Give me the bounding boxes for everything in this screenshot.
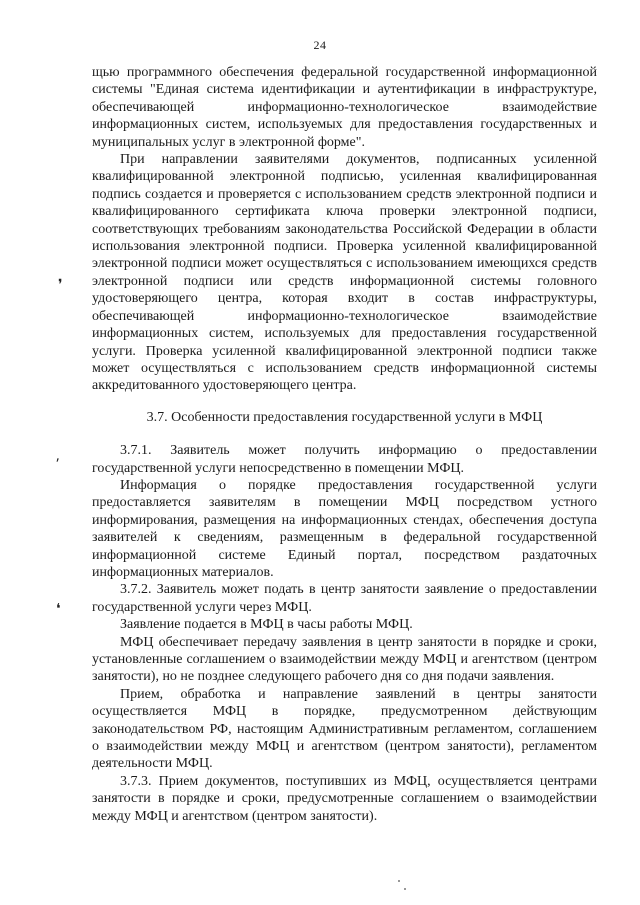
paragraph-3-7-1: 3.7.1. Заявитель может получить информацию о предоставлении государственной услуги непосредственно в помещении МФЦ. — [92, 443, 597, 476]
scan-speck — [404, 888, 406, 890]
page-number: 24 — [313, 38, 327, 52]
paragraph-electronic-signature: При направлении заявителями документов, подписанных усиленной квалифицированной электронной подписью, усиленная квалифицированная подпись создается и проверяется с использованием средств электронной подписи и квалифицированного сертификата ключа проверки электронной подписи, соответствующих требованиям законодательства Российской Федерации в области использования электронной подписи. Проверка усиленной квалифицированной электронной подписи может осуществляться с использованием имеющихся средств электронной подписи или средств информационной системы головного удостоверяющего центра, которая входит в состав инфраструктуры, обеспечивающей информационно-технологическое взаимодействие информационных систем, используемых для предоставления государственной услуги. Проверка усиленной квалифицированной электронной подписи также может осуществляться с использованием средств информационной системы аккредитованного удостоверяющего центра. — [92, 152, 597, 394]
paragraph-continuation: щью программного обеспечения федеральной государственной информационной системы "Единая система идентификации и аутентификации в инфраструктуре, обеспечивающей информационно-технологическое взаимодействие информационных систем, используемых для предоставления государственных и муниципальных услуг в электронной форме". — [92, 65, 597, 150]
paragraph-3-7-3: 3.7.3. Прием документов, поступивших из МФЦ, осуществляется центрами занятости в порядке и сроки, предусмотренные соглашением о взаимодействии между МФЦ и агентством (центром занятости). — [92, 773, 597, 824]
paragraph-transfer: МФЦ обеспечивает передачу заявления в центр занятости в порядке и сроки, установленные соглашением о взаимодействии между МФЦ и агентством (центром занятости), но не позднее следующего рабочего дня со дня подачи заявления. — [92, 634, 597, 685]
margin-mark-icon: ❛ — [56, 602, 61, 617]
paragraph-working-hours: Заявление подается в МФЦ в часы работы МФЦ. — [120, 617, 413, 633]
paragraph-information-procedure: Информация о порядке предоставления государственной услуги предоставляется заявителям в помещении МФЦ посредством устного информирования, размещения на информационных стендах, обеспечения доступа заявителей к сведениям, размещенным в федеральной государственной информационной системе Единый портал, посредством раздаточных информационных материалов. — [92, 477, 597, 580]
margin-mark-icon: ❜ — [58, 278, 63, 293]
scan-speck — [398, 880, 400, 882]
section-heading-3-7: 3.7. Особенности предоставления государственной услуги в МФЦ — [146, 409, 543, 425]
margin-mark-icon: ⸴ — [56, 451, 60, 466]
paragraph-3-7-2: 3.7.2. Заявитель может подать в центр занятости заявление о предоставлении государственной услуги через МФЦ. — [92, 582, 597, 615]
document-body — [92, 64, 597, 825]
paragraph-processing: Прием, обработка и направление заявлений в центры занятости осуществляется МФЦ в порядке, предусмотренном действующим законодательством РФ, настоящим Административным регламентом, соглашением о взаимодействии между МФЦ и агентством (центром занятости), регламентом деятельности МФЦ. — [92, 686, 597, 772]
